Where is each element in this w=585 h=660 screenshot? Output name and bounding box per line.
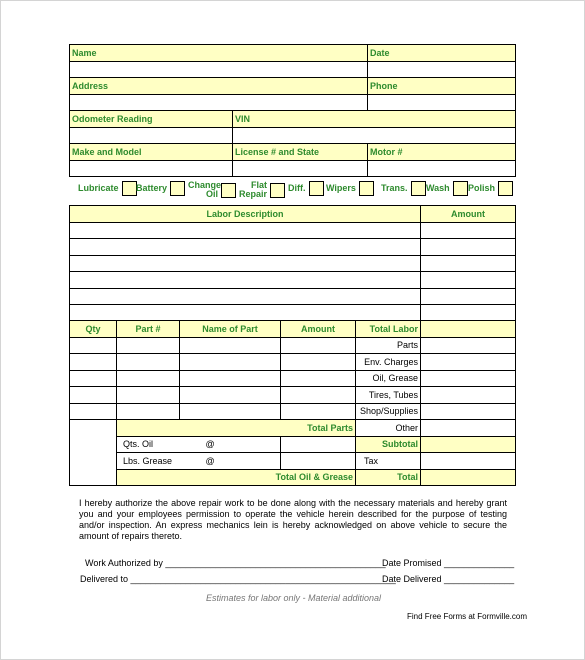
qty-cell[interactable] — [70, 337, 117, 354]
part-amount-cell[interactable] — [281, 387, 356, 404]
service-label: Diff. — [288, 183, 306, 193]
labor-row[interactable] — [70, 222, 421, 239]
work-authorized-line[interactable]: Work Authorized by ____________________________________________ — [85, 558, 386, 568]
service-label: Wash — [426, 183, 450, 193]
summary-label: Oil, Grease — [356, 370, 421, 387]
tax-field[interactable] — [421, 453, 516, 470]
estimate-note: Estimates for labor only - Material additional — [205, 593, 382, 603]
authorization-text: I hereby authorize the above repair work to be done along with the necessary materials and hereby grant you and your employees permission to operate the vehicle herein described for the purpose of testing and/or inspection. An express mechanics lein is hereby acknowledged on above vehicle to secure the amount of repairs thereto. — [79, 498, 507, 541]
part-number-cell[interactable] — [117, 370, 180, 387]
service-diff — [288, 181, 324, 196]
service-label: Wipers — [326, 183, 356, 193]
part-number-header: Part # — [117, 321, 180, 338]
service-battery — [136, 181, 185, 196]
service-label: Trans. — [381, 183, 408, 193]
service-checkbox[interactable] — [359, 181, 374, 196]
summary-field[interactable] — [421, 337, 516, 354]
service-checkbox[interactable] — [122, 181, 137, 196]
qty-header: Qty — [70, 321, 117, 338]
grease-amount-field[interactable] — [281, 453, 356, 470]
other-field[interactable] — [421, 420, 516, 437]
service-checkbox[interactable] — [170, 181, 185, 196]
at-sign: @ — [180, 453, 281, 470]
service-wipers — [326, 181, 374, 196]
labor-amount-cell[interactable] — [421, 305, 516, 322]
parts-table — [69, 320, 516, 486]
qty-cell[interactable] — [70, 403, 117, 420]
summary-label: Env. Charges — [356, 354, 421, 371]
labor-amount-cell[interactable] — [421, 239, 516, 256]
labor-table — [69, 205, 516, 322]
labor-amount-cell[interactable] — [421, 288, 516, 305]
service-checkbox[interactable] — [221, 183, 236, 198]
part-name-cell[interactable] — [180, 337, 281, 354]
vin-label: VIN — [233, 111, 516, 128]
service-trans — [381, 181, 426, 196]
labor-amount-cell[interactable] — [421, 272, 516, 289]
labor-row[interactable] — [70, 288, 421, 305]
qty-cell[interactable] — [70, 387, 117, 404]
at-sign: @ — [180, 436, 281, 453]
service-label: Change Oil — [188, 180, 222, 199]
lbs-grease-label: Lbs. Grease — [117, 453, 180, 470]
license-field[interactable] — [233, 160, 368, 177]
service-label: Lubricate — [78, 183, 119, 193]
phone-label: Phone — [368, 78, 516, 95]
address-label: Address — [70, 78, 368, 95]
phone-field[interactable] — [368, 94, 516, 111]
name-field[interactable] — [70, 61, 368, 78]
qty-cell[interactable] — [70, 370, 117, 387]
make-model-field[interactable] — [70, 160, 233, 177]
service-wash — [426, 181, 468, 196]
labor-amount-cell[interactable] — [421, 255, 516, 272]
part-name-cell[interactable] — [180, 387, 281, 404]
license-label: License # and State — [233, 144, 368, 161]
labor-row[interactable] — [70, 255, 421, 272]
other-label: Other — [356, 420, 421, 437]
total-labor-label: Total Labor — [356, 321, 421, 338]
subtotal-field[interactable] — [421, 436, 516, 453]
date-promised-line[interactable]: Date Promised ______________ — [382, 558, 515, 568]
date-delivered-line[interactable]: Date Delivered ______________ — [382, 574, 515, 584]
part-amount-cell[interactable] — [281, 354, 356, 371]
delivered-to-line[interactable]: Delivered to _____________________________________________________ — [80, 574, 396, 584]
date-field[interactable] — [368, 61, 516, 78]
labor-row[interactable] — [70, 239, 421, 256]
total-label: Total — [356, 469, 421, 486]
service-flat-repair — [237, 181, 285, 199]
service-checkbox[interactable] — [270, 183, 285, 198]
labor-row[interactable] — [70, 272, 421, 289]
service-polish — [468, 181, 513, 196]
service-checkbox[interactable] — [453, 181, 468, 196]
service-change-oil — [188, 181, 236, 199]
motor-field[interactable] — [368, 160, 516, 177]
part-number-cell[interactable] — [117, 354, 180, 371]
labor-row[interactable] — [70, 305, 421, 322]
summary-label: Parts — [356, 337, 421, 354]
summary-label: Tires, Tubes — [356, 387, 421, 404]
qty-cell[interactable] — [70, 354, 117, 371]
motor-label: Motor # — [368, 144, 516, 161]
date-label: Date — [368, 45, 516, 62]
part-name-cell[interactable] — [180, 403, 281, 420]
subtotal-label: Subtotal — [356, 436, 421, 453]
qts-oil-label: Qts. Oil — [117, 436, 180, 453]
odometer-field[interactable] — [70, 127, 233, 144]
service-checkbox[interactable] — [309, 181, 324, 196]
summary-label: Shop/Supplies — [356, 403, 421, 420]
total-labor-field[interactable] — [421, 321, 516, 338]
service-label: Battery — [136, 183, 168, 193]
labor-description-header: Labor Description — [70, 206, 421, 223]
service-lubricate — [78, 181, 137, 196]
customer-info-table — [69, 44, 516, 177]
service-checkbox[interactable] — [411, 181, 426, 196]
summary-field[interactable] — [421, 370, 516, 387]
odometer-label: Odometer Reading — [70, 111, 233, 128]
part-name-cell[interactable] — [180, 370, 281, 387]
vin-field[interactable] — [233, 127, 516, 144]
total-oil-grease-label: Total Oil & Grease — [117, 469, 356, 486]
part-amount-cell[interactable] — [281, 403, 356, 420]
address-field[interactable] — [70, 94, 368, 111]
service-label: Flat Repair — [238, 180, 267, 199]
part-name-header: Name of Part — [180, 321, 281, 338]
total-field[interactable] — [421, 469, 516, 486]
service-label: Polish — [468, 183, 496, 193]
labor-amount-header: Amount — [421, 206, 516, 223]
tax-label: Tax — [356, 453, 421, 470]
summary-field[interactable] — [421, 387, 516, 404]
part-number-cell[interactable] — [117, 387, 180, 404]
part-amount-cell[interactable] — [281, 370, 356, 387]
part-name-cell[interactable] — [180, 354, 281, 371]
make-model-label: Make and Model — [70, 144, 233, 161]
service-checkbox[interactable] — [498, 181, 513, 196]
credit-text: Find Free Forms at Formville.com — [407, 612, 528, 621]
summary-field[interactable] — [421, 354, 516, 371]
labor-amount-cell[interactable] — [421, 222, 516, 239]
part-number-cell[interactable] — [117, 403, 180, 420]
summary-field[interactable] — [421, 403, 516, 420]
total-parts-label: Total Parts — [117, 420, 356, 437]
oil-amount-field[interactable] — [281, 436, 356, 453]
name-label: Name — [70, 45, 368, 62]
blank-qty-block — [70, 420, 117, 486]
part-number-cell[interactable] — [117, 337, 180, 354]
part-amount-cell[interactable] — [281, 337, 356, 354]
part-amount-header: Amount — [281, 321, 356, 338]
